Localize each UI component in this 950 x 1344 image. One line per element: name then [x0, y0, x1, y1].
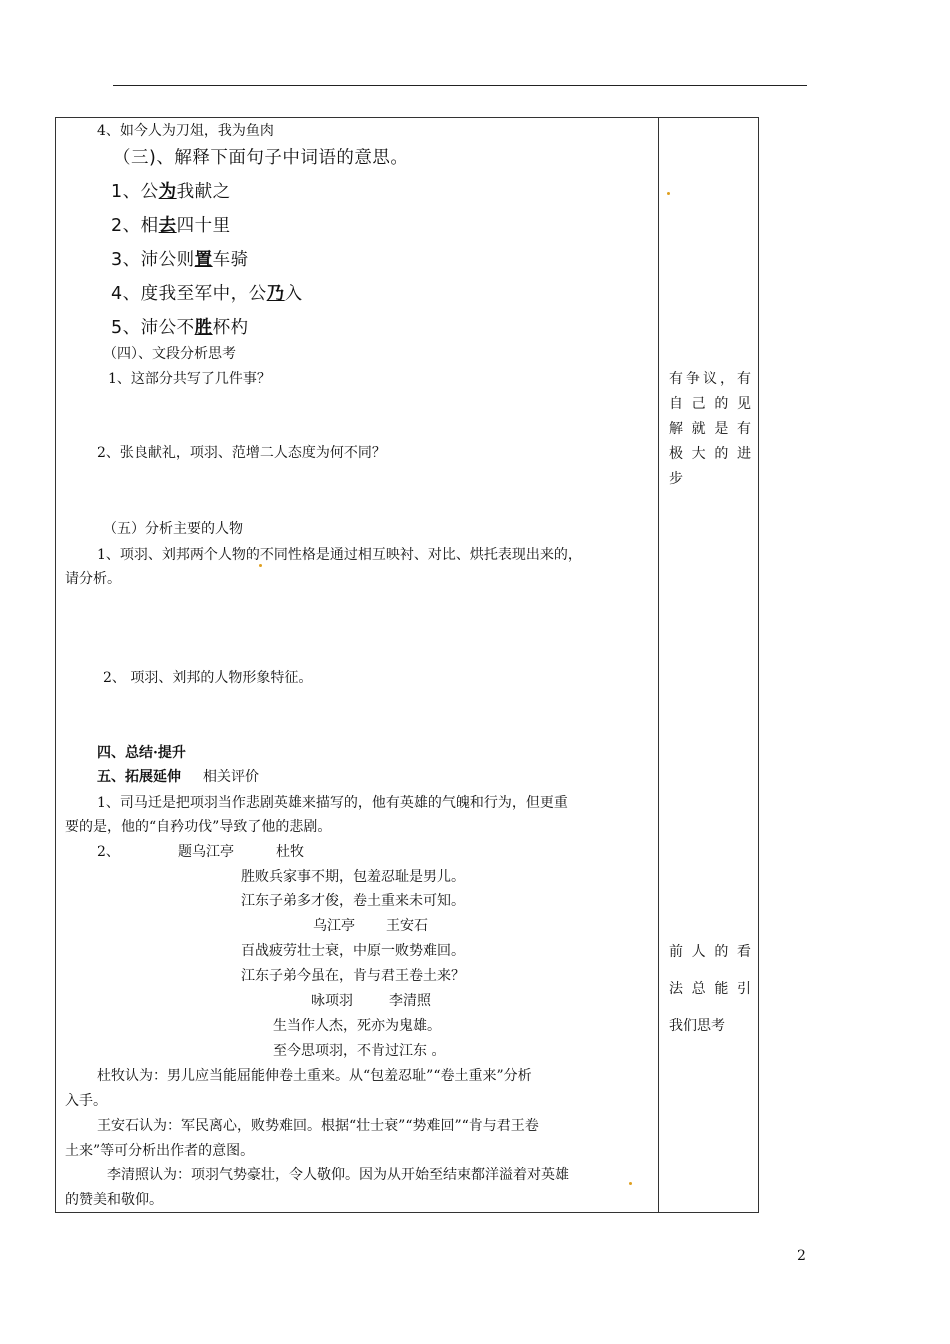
sec5-question-1-line-2: 请分析。 — [65, 571, 121, 587]
evaluation-2-number: 2、 — [97, 844, 120, 860]
poem-3-author: 李清照 — [389, 993, 431, 1009]
sec3-item-1: 1、公为我献之 — [111, 182, 231, 202]
poem-3-line-2: 至今思项羽，不肯过江东 。 — [273, 1043, 446, 1059]
sec5-question-1-line-1: 1、项羽、刘邦两个人物的不同性格是通过相互映衬、对比、烘托表现出来的， — [97, 547, 582, 563]
section-3-title: （三)、解释下面句子中词语的意思。 — [113, 148, 409, 168]
poem-2-line-2: 江东子弟今虽在，肯与君王卷土来？ — [241, 968, 465, 984]
section-5-title: （五）分析主要的人物 — [103, 521, 243, 537]
side-note-1-line-4: 极 大 的 进 — [669, 446, 751, 462]
side-note-2-line-1: 前 人 的 看 — [669, 944, 751, 960]
sec3-item-3: 3、沛公则置车骑 — [111, 250, 249, 270]
evaluation-1-line-1: 1、司马迁是把项羽当作悲剧英雄来描写的，他有英雄的气魄和行为，但更重 — [97, 795, 568, 811]
side-note-1-line-5: 步 — [669, 471, 683, 487]
marker-dot — [629, 1182, 632, 1185]
part-5-heading: 五、拓展延伸 相关评价 — [97, 769, 259, 785]
poem-2-line-1: 百战疲劳壮士衰，中原一败势难回。 — [241, 943, 465, 959]
li-analysis-line-1: 李清照认为：项羽气势豪壮，令人敬仰。因为从开始至结束都洋溢着对英雄 — [107, 1167, 569, 1183]
column-divider — [658, 117, 659, 1213]
dumu-analysis-line-2: 入手。 — [65, 1093, 107, 1109]
marker-dot — [259, 564, 262, 567]
evaluation-1-line-2: 要的是，他的“自矜功伐”导致了他的悲剧。 — [65, 819, 332, 835]
poem-1-line-2: 江东子弟多才俊，卷土重来未可知。 — [241, 893, 465, 909]
sec5-question-2: 2、 项羽、刘邦的人物形象特征。 — [103, 670, 313, 686]
poem-1-title: 题乌江亭 — [178, 844, 234, 860]
side-note-1-line-1: 有争议，有 — [669, 371, 751, 387]
wang-analysis-line-1: 王安石认为：军民离心，败势难回。根据“壮士衰”“势难回”“肯与君王卷 — [97, 1118, 539, 1134]
poem-3-title: 咏项羽 — [311, 993, 353, 1009]
sec3-item-5: 5、沛公不胜杯杓 — [111, 318, 249, 338]
sec3-item-4: 4、度我至军中，公乃入 — [111, 284, 303, 304]
marker-dot — [667, 192, 670, 195]
poem-1-author: 杜牧 — [276, 844, 304, 860]
part-4-title: 四、总结·提升 — [97, 745, 186, 761]
header-rule — [113, 85, 807, 86]
page-number: 2 — [797, 1248, 806, 1264]
poem-2-title: 乌江亭 — [313, 918, 355, 934]
side-note-2-line-3: 我们思考 — [669, 1018, 725, 1034]
li-analysis-line-2: 的赞美和敬仰。 — [65, 1192, 163, 1208]
sec3-item-2: 2、相去四十里 — [111, 216, 231, 236]
poem-2-author: 王安石 — [386, 918, 428, 934]
poem-3-line-1: 生当作人杰，死亦为鬼雄。 — [273, 1018, 441, 1034]
wang-analysis-line-2: 土来”等可分析出作者的意图。 — [65, 1143, 255, 1159]
poem-1-line-1: 胜败兵家事不期，包羞忍耻是男儿。 — [241, 869, 465, 885]
dumu-analysis-line-1: 杜牧认为：男儿应当能屈能伸卷土重来。从“包羞忍耻”“卷土重来”分析 — [97, 1068, 532, 1084]
side-note-1-line-2: 自 己 的 见 — [669, 396, 751, 412]
q4-item: 4、如今人为刀俎，我为鱼肉 — [97, 123, 274, 139]
side-note-2-line-2: 法 总 能 引 — [669, 981, 751, 997]
side-note-1-line-3: 解 就 是 有 — [669, 421, 751, 437]
section-4-title: （四）、文段分析思考 — [103, 346, 236, 362]
sec4-question-1: 1、这部分共写了几件事？ — [108, 371, 271, 387]
sec4-question-2: 2、张良献礼，项羽、范增二人态度为何不同？ — [97, 445, 386, 461]
